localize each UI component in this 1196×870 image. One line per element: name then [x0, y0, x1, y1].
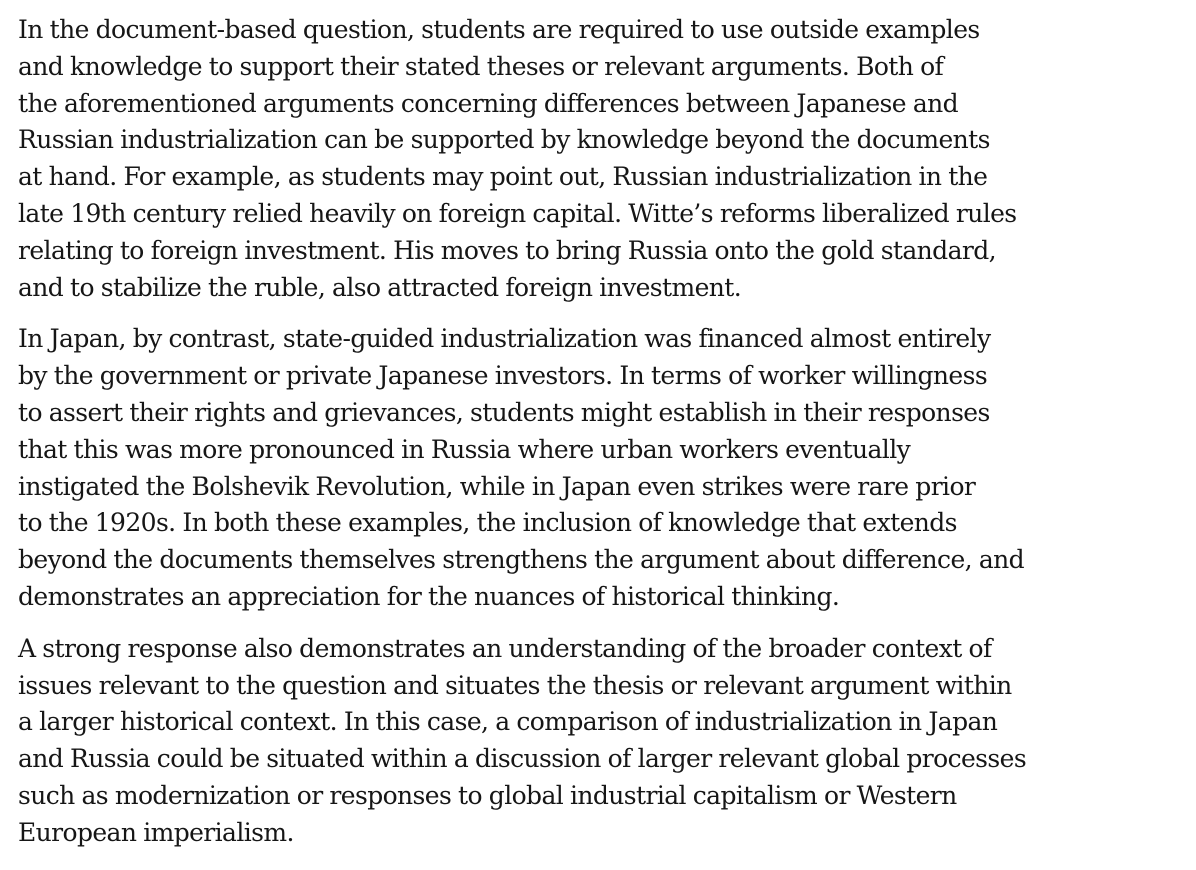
text-line: to the 1920s. In both these examples, the inclusion of knowledge that extends [18, 508, 957, 538]
text-line: late 19th century relied heavily on foreign capital. Witte’s reforms liberalized rules [18, 198, 1017, 228]
paragraph-3 [18, 631, 1188, 852]
text-line: A strong response also demonstrates an understanding of the broader context of [18, 633, 992, 663]
text-line: a larger historical context. In this case, a comparison of industrialization in Japan [18, 707, 998, 737]
text-line: In the document-based question, students are required to use outside examples [18, 15, 980, 44]
text-line: demonstrates an appreciation for the nuances of historical thinking. [18, 581, 840, 611]
text-line: by the government or private Japanese investors. In terms of worker willingness [18, 361, 988, 391]
text-line: and to stabilize the ruble, also attracted foreign investment. [18, 272, 742, 302]
text-line: and Russia could be situated within a discussion of larger relevant global processes [18, 744, 1027, 774]
text-line: beyond the documents themselves strengthens the argument about difference, and [18, 545, 1025, 575]
text-line: that this was more pronounced in Russia where urban workers eventually [18, 434, 911, 464]
text-line: issues relevant to the question and situates the thesis or relevant argument within [18, 670, 1012, 700]
text-line: and knowledge to support their stated theses or relevant arguments. Both of [18, 51, 944, 81]
document-body [18, 12, 1188, 867]
text-line: In Japan, by contrast, state-guided industrialization was financed almost entirely [18, 324, 991, 354]
text-line: Russian industrialization can be supported by knowledge beyond the documents [18, 125, 990, 155]
paragraph-1 [18, 12, 1188, 306]
text-line: such as modernization or responses to global industrial capitalism or Western [18, 780, 957, 810]
text-line: at hand. For example, as students may point out, Russian industrialization in the [18, 162, 988, 192]
text-line: instigated the Bolshevik Revolution, while in Japan even strikes were rare prior [18, 471, 976, 501]
text-line: to assert their rights and grievances, students might establish in their responses [18, 397, 990, 427]
text-line: relating to foreign investment. His moves to bring Russia onto the gold standard, [18, 235, 996, 265]
text-line: the aforementioned arguments concerning differences between Japanese and [18, 88, 959, 118]
paragraph-2 [18, 321, 1188, 615]
text-line: European imperialism. [18, 817, 294, 847]
